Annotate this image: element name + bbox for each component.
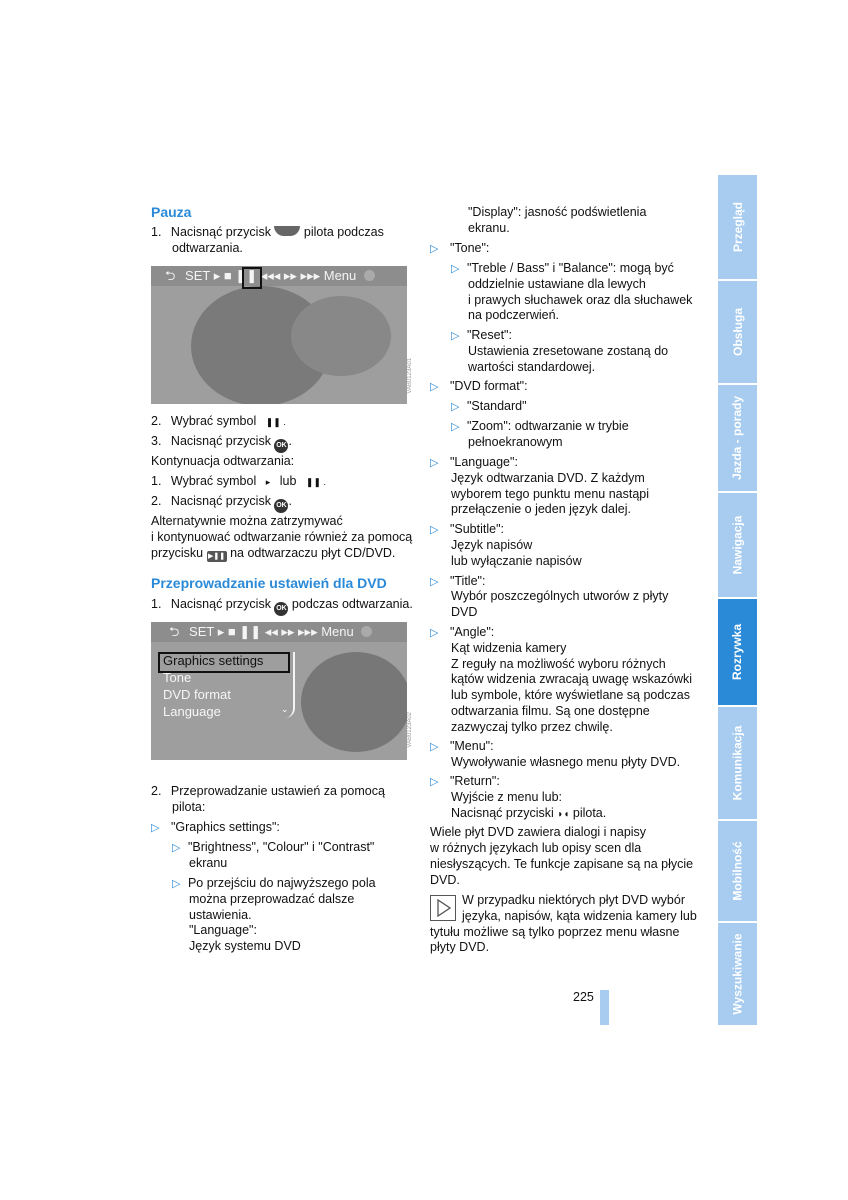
bullet-text: "Language": bbox=[449, 455, 518, 469]
dvd-screen-image-2 bbox=[151, 622, 417, 760]
section-heading-dvd-settings: Przeprowadzanie ustawień dla DVD bbox=[151, 575, 387, 591]
bullet-continued: Z reguły na możliwość wyboru różnych bbox=[451, 657, 666, 671]
bullet-continued: Język odtwarzania DVD. Z każdym bbox=[451, 471, 645, 485]
step-text: Przeprowadzanie ustawień za pomocą bbox=[170, 784, 385, 798]
menu-item-language: Language bbox=[163, 704, 221, 719]
sub-bullet-continued: na podczerwień. bbox=[468, 308, 560, 322]
bullet-tone bbox=[430, 240, 489, 257]
ok-button-icon: OK bbox=[274, 439, 288, 453]
sub-bullet-continued: Język systemu DVD bbox=[189, 939, 301, 953]
ok-button-icon: OK bbox=[274, 499, 288, 513]
scroll-down-icon: ⌄ bbox=[281, 704, 289, 714]
controller-icon bbox=[364, 270, 375, 281]
step-text: Nacisnąć przycisk bbox=[170, 597, 271, 611]
dvd-step-1 bbox=[151, 596, 413, 616]
continue-step-2: 2. Nacisnąć przycisk OK . bbox=[151, 493, 292, 513]
tab-komunikacja[interactable] bbox=[718, 707, 757, 821]
display-line: ekranu. bbox=[468, 221, 510, 235]
step-text: Nacisnąć przycisk bbox=[170, 494, 271, 508]
bullet-dvd-format bbox=[430, 378, 528, 395]
sub-bullet-treble-bass bbox=[451, 260, 674, 277]
pause-symbol: ❚❚ . bbox=[265, 417, 286, 427]
continue-step-1 bbox=[151, 473, 326, 490]
dvd-step-2 bbox=[151, 783, 385, 799]
step-1 bbox=[151, 224, 384, 240]
bullet-text: "Return": bbox=[449, 774, 500, 788]
menu-item-graphics-settings: Graphics settings bbox=[163, 653, 264, 668]
pause-symbol: ❚❚ . bbox=[305, 477, 327, 487]
controller-icon bbox=[361, 626, 372, 637]
step-text: lub bbox=[279, 474, 297, 488]
bullet-continued: wyborem tego punktu menu nastąpi bbox=[451, 487, 650, 501]
step-number: 3. bbox=[151, 434, 162, 448]
bullet-text: "Brightness", "Colour" i "Contrast" bbox=[187, 840, 375, 854]
bullet-continued: kątów widzenia zwracają uwagę wskazówki bbox=[451, 672, 693, 686]
page-number: 225 bbox=[573, 990, 594, 1004]
bullet-continued: Wyjście z menu lub: bbox=[451, 790, 563, 804]
step-text: pilota podczas bbox=[303, 225, 384, 239]
triangle-bullet-icon: ▷ bbox=[451, 401, 460, 413]
tab-przeglad[interactable] bbox=[718, 175, 757, 281]
sub-bullet-zoom bbox=[451, 418, 629, 435]
step-1-continued: odtwarzania. bbox=[172, 241, 243, 255]
paragraph-line: Alternatywnie można zatrzymywać bbox=[151, 514, 343, 528]
sub-bullet-upper-field bbox=[172, 875, 376, 892]
sub-bullet-continued: ekranu bbox=[189, 856, 228, 870]
player-control-bar bbox=[151, 266, 417, 286]
step-number: 2. bbox=[151, 784, 162, 798]
triangle-bullet-icon: ▷ bbox=[430, 627, 439, 639]
step-number: 2. bbox=[151, 494, 162, 508]
bullet-text: "DVD format": bbox=[449, 379, 528, 393]
bullet-continued: Język napisów bbox=[451, 538, 533, 552]
bullet-text: Po przejściu do najwyższego pola bbox=[187, 876, 376, 890]
triangle-bullet-icon: ▷ bbox=[430, 381, 439, 393]
tab-wyszukiwanie[interactable] bbox=[718, 923, 757, 1027]
paragraph-line: niesłyszących. Te funkcje zapisane są na płycie bbox=[430, 857, 694, 871]
step-text: Wybrać symbol bbox=[170, 414, 257, 428]
bullet-text: "Graphics settings": bbox=[170, 820, 280, 834]
display-line: "Display": jasność podświetlenia bbox=[468, 205, 647, 219]
sub-bullet-continued: ustawienia. bbox=[189, 908, 252, 922]
menu-item-dvd-format: DVD format bbox=[163, 687, 231, 702]
note-line: płyty DVD. bbox=[430, 940, 490, 954]
triangle-bullet-icon: ▷ bbox=[430, 457, 439, 469]
triangle-bullet-icon: ▷ bbox=[430, 741, 439, 753]
sub-bullet-standard bbox=[451, 398, 527, 415]
bullet-continued: Wywoływanie własnego menu płyty DVD. bbox=[451, 755, 681, 769]
triangle-bullet-icon: ▷ bbox=[172, 878, 181, 890]
step-2 bbox=[151, 413, 286, 430]
bullet-text: "Zoom": odtwarzanie w trybie bbox=[466, 419, 629, 433]
step-number: 1. bbox=[151, 474, 162, 488]
paragraph-line: Wiele płyt DVD zawiera dialogi i napisy bbox=[430, 825, 647, 839]
player-bar-text: SET ▸ ■ ❚❚ ◂◂ ▸▸ ▸▸▸ Menu bbox=[189, 624, 354, 639]
play-symbol-icon: ▸ bbox=[265, 477, 271, 487]
player-control-bar bbox=[151, 622, 417, 642]
triangle-bullet-icon: ▷ bbox=[451, 421, 460, 433]
bullet-text: "Treble / Bass" i "Balance": mogą być bbox=[466, 261, 674, 275]
tab-jazda-porady[interactable] bbox=[718, 385, 757, 493]
back-icon: ⮌ bbox=[165, 268, 176, 283]
bullet-text: "Tone": bbox=[449, 241, 490, 255]
bullet-continued: DVD bbox=[451, 605, 478, 619]
settings-menu bbox=[157, 652, 295, 718]
step-text: Nacisnąć przycisk bbox=[170, 225, 271, 239]
step-text: Nacisnąć przycisk bbox=[170, 434, 271, 448]
remote-button-icon bbox=[274, 226, 300, 236]
triangle-bullet-icon: ▷ bbox=[430, 243, 439, 255]
note-line: języka, napisów, kąta widzenia kamery lub bbox=[462, 909, 697, 923]
tab-label: Mobilność bbox=[730, 841, 745, 901]
triangle-bullet-icon: ▷ bbox=[172, 842, 181, 854]
paragraph-line: w różnych językach lub opisy scen dla bbox=[430, 841, 642, 855]
bullet-text: "Title": bbox=[449, 574, 486, 588]
note-line: tytułu możliwe są tylko poprzez menu własne bbox=[430, 925, 680, 939]
paragraph-text: na odtwarzaczu płyt CD/DVD. bbox=[230, 546, 396, 560]
step-number: 2. bbox=[151, 414, 162, 428]
tab-label: Nawigacja bbox=[730, 515, 745, 575]
triangle-bullet-icon: ▷ bbox=[430, 776, 439, 788]
bullet-text: Nacisnąć przyciski bbox=[451, 806, 554, 820]
tab-mobilnosc[interactable] bbox=[718, 821, 757, 923]
bullet-text: "Angle": bbox=[449, 625, 495, 639]
bullet-subtitle bbox=[430, 521, 504, 538]
bullet-language bbox=[430, 454, 518, 471]
note-triangle-icon bbox=[431, 896, 455, 920]
tab-nawigacja[interactable] bbox=[718, 493, 757, 599]
pause-selection-highlight bbox=[242, 267, 262, 289]
section-heading-pauza: Pauza bbox=[151, 204, 192, 220]
bullet-continued: odtwarzania filmu. Są one dostępne bbox=[451, 704, 650, 718]
sub-bullet-reset bbox=[451, 327, 512, 344]
tab-label: Jazda - porady bbox=[730, 395, 745, 481]
dvd-screen-image-1 bbox=[151, 266, 417, 404]
tab-rozrywka[interactable] bbox=[718, 599, 757, 707]
note-line: W przypadku niektórych płyt DVD wybór bbox=[462, 893, 685, 907]
triangle-bullet-icon: ▷ bbox=[451, 263, 460, 275]
step-3: 3. Nacisnąć przycisk OK . bbox=[151, 433, 292, 453]
sub-bullet-continued: "Language": bbox=[189, 923, 257, 937]
bullet-continued: Kąt widzenia kamery bbox=[451, 641, 567, 655]
tab-label: Obsługa bbox=[730, 307, 745, 357]
dvd-step-2-continued: pilota: bbox=[172, 800, 206, 814]
sub-bullet-continued: oddzielnie ustawiane dla lewych bbox=[468, 277, 646, 291]
paragraph-line bbox=[151, 545, 395, 562]
video-frame-shape bbox=[301, 652, 411, 752]
image-code: VAB0123A01 bbox=[407, 358, 413, 394]
paragraph-line: i kontynuować odtwarzanie również za pomocą bbox=[151, 530, 413, 544]
back-button-icon: ◗◖ bbox=[557, 809, 570, 820]
bullet-text: "Reset": bbox=[466, 328, 512, 342]
tab-obsluga[interactable] bbox=[718, 281, 757, 385]
triangle-bullet-icon: ▷ bbox=[151, 822, 160, 834]
sub-bullet-brightness bbox=[172, 839, 374, 856]
tab-label: Komunikacja bbox=[730, 725, 745, 801]
step-text: Wybrać symbol bbox=[170, 474, 257, 488]
bullet-angle bbox=[430, 624, 494, 641]
back-icon: ⮌ bbox=[169, 624, 180, 639]
sub-bullet-continued: można przeprowadzać dalsze bbox=[189, 892, 355, 906]
bullet-graphics-settings bbox=[151, 819, 280, 836]
bullet-return bbox=[430, 773, 500, 790]
tab-label: Rozrywka bbox=[730, 623, 745, 681]
triangle-bullet-icon: ▷ bbox=[451, 330, 460, 342]
step-text: podczas odtwarzania. bbox=[291, 597, 413, 611]
bullet-continued bbox=[451, 805, 606, 823]
bullet-text: "Menu": bbox=[449, 739, 494, 753]
paragraph-text: przycisku bbox=[151, 546, 204, 560]
video-frame-shape bbox=[291, 296, 391, 376]
step-number: 1. bbox=[151, 597, 162, 611]
bullet-continued: lub symbole, które wyświetlane są podczas bbox=[451, 688, 691, 702]
step-number: 1. bbox=[151, 225, 162, 239]
page-number-bar bbox=[600, 990, 609, 1025]
note-icon bbox=[430, 895, 456, 921]
paragraph-line: DVD. bbox=[430, 873, 460, 887]
sub-bullet-continued: pełnoekranowym bbox=[468, 435, 563, 449]
player-bar-text: SET ▸ ■ ❚❚ ◂◂◂ ▸▸ ▸▸▸ Menu bbox=[185, 268, 357, 283]
bullet-continued: Wybór poszczególnych utworów z płyty bbox=[451, 589, 669, 603]
sub-bullet-continued: i prawych słuchawek oraz dla słuchawek bbox=[468, 293, 693, 307]
image-code: VAB0123A02 bbox=[407, 712, 413, 748]
continue-label: Kontynuacja odtwarzania: bbox=[151, 454, 295, 468]
tab-label: Przegląd bbox=[730, 201, 745, 253]
bullet-menu bbox=[430, 738, 494, 755]
tab-label: Wyszukiwanie bbox=[730, 933, 745, 1015]
bullet-text: pilota. bbox=[572, 806, 607, 820]
bullet-continued: lub wyłączanie napisów bbox=[451, 554, 582, 568]
menu-item-tone: Tone bbox=[163, 670, 192, 685]
sub-bullet-continued: wartości standardowej. bbox=[468, 360, 596, 374]
bullet-text: "Subtitle": bbox=[449, 522, 504, 536]
play-pause-button-icon: ▶❚❚ bbox=[208, 553, 226, 560]
triangle-bullet-icon: ▷ bbox=[430, 576, 439, 588]
ok-button-icon: OK bbox=[274, 602, 288, 616]
sub-bullet-continued: Ustawienia zresetowane zostaną do bbox=[468, 344, 669, 358]
bullet-continued: zazwyczaj tylko przez chwilę. bbox=[451, 720, 613, 734]
triangle-bullet-icon: ▷ bbox=[430, 524, 439, 536]
bullet-continued: przełączenie o jeden język dalej. bbox=[451, 502, 631, 516]
bullet-text: "Standard" bbox=[466, 399, 527, 413]
